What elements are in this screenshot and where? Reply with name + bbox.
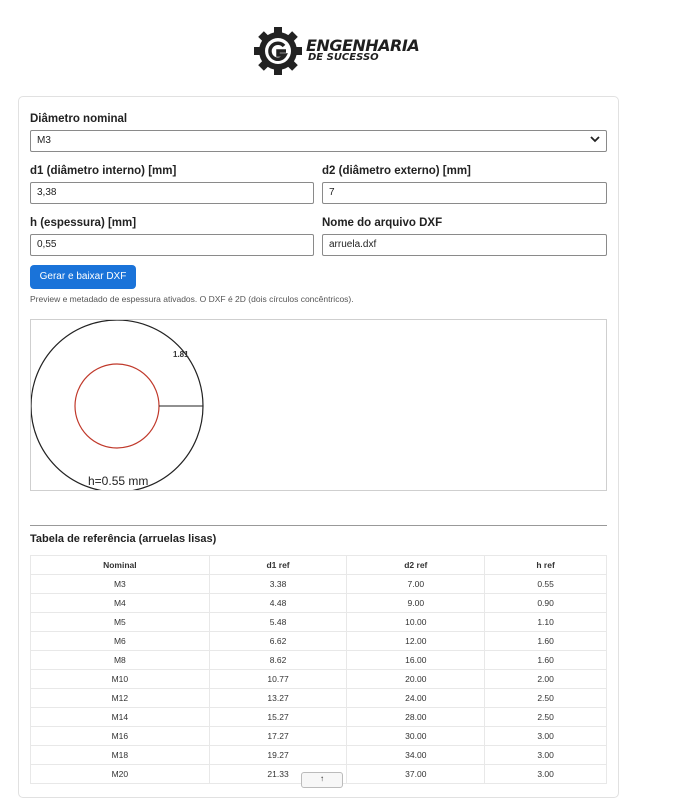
table-row: [31, 670, 607, 689]
cell-nominal: M4: [31, 594, 210, 613]
table-row: [31, 651, 607, 670]
header-d2: d2 ref: [347, 556, 485, 575]
table-row: [31, 632, 607, 651]
cell-h: 3.00: [485, 727, 607, 746]
cell-h: 1.10: [485, 613, 607, 632]
cell-nominal: M14: [31, 708, 210, 727]
table-row: [31, 613, 607, 632]
cell-d1: 17.27: [209, 727, 347, 746]
cell-nominal: M16: [31, 727, 210, 746]
cell-h: 2.50: [485, 689, 607, 708]
cell-nominal: M5: [31, 613, 210, 632]
cell-h: 0.90: [485, 594, 607, 613]
h-label: h (espessura) [mm]: [30, 217, 137, 229]
table-row: [31, 708, 607, 727]
cell-d2: 12.00: [347, 632, 485, 651]
table-row: [31, 727, 607, 746]
table-row: [31, 689, 607, 708]
header-d1: d1 ref: [209, 556, 347, 575]
filename-input[interactable]: arruela.dxf: [322, 234, 607, 256]
cell-d2: 10.00: [347, 613, 485, 632]
cell-nominal: M10: [31, 670, 210, 689]
filename-label: Nome do arquivo DXF: [322, 217, 443, 229]
cell-nominal: M6: [31, 632, 210, 651]
d2-label: d2 (diâmetro externo) [mm]: [322, 165, 471, 177]
washer-preview: [30, 319, 607, 491]
cell-d2: 34.00: [347, 746, 485, 765]
table-row: [31, 746, 607, 765]
cell-nominal: M20: [31, 765, 210, 784]
cell-d2: 28.00: [347, 708, 485, 727]
cell-d2: 7.00: [347, 575, 485, 594]
cell-d1: 4.48: [209, 594, 347, 613]
cell-d1: 13.27: [209, 689, 347, 708]
d1-input[interactable]: 3,38: [30, 182, 314, 204]
chevron-down-icon: [590, 131, 600, 151]
cell-d2: 30.00: [347, 727, 485, 746]
gear-icon: [252, 24, 304, 78]
cell-h: 1.60: [485, 651, 607, 670]
cell-d1: 6.62: [209, 632, 347, 651]
scroll-to-top-button[interactable]: ↑: [301, 772, 343, 788]
thickness-label: h=0.55 mm: [88, 474, 149, 488]
d2-input[interactable]: 7: [322, 182, 607, 204]
washer-drawing: [31, 320, 607, 491]
cell-d1: 15.27: [209, 708, 347, 727]
cell-nominal: M12: [31, 689, 210, 708]
brand-line1: ENGENHARIA: [306, 36, 420, 55]
cell-d2: 37.00: [347, 765, 485, 784]
cell-d1: 5.48: [209, 613, 347, 632]
preview-note: Preview e metadado de espessura ativados. O DXF é 2D (dois círculos concêntricos).: [30, 294, 354, 304]
cell-h: 2.50: [485, 708, 607, 727]
cell-h: 0.55: [485, 575, 607, 594]
section-divider: [30, 525, 607, 526]
reference-table-title: Tabela de referência (arruelas lisas): [30, 533, 217, 545]
cell-d1: 19.27: [209, 746, 347, 765]
brand-line2: DE SUCESSO: [308, 52, 379, 63]
cell-d1: 3.38: [209, 575, 347, 594]
generate-dxf-button[interactable]: Gerar e baixar DXF: [30, 265, 136, 289]
cell-d2: 20.00: [347, 670, 485, 689]
header-nominal: Nominal: [31, 556, 210, 575]
table-row: [31, 594, 607, 613]
cell-h: 2.00: [485, 670, 607, 689]
washer-form-card: [18, 96, 619, 798]
table-header-row: [31, 556, 607, 575]
inner-circle: [75, 364, 159, 448]
cell-d2: 24.00: [347, 689, 485, 708]
cell-nominal: M3: [31, 575, 210, 594]
nominal-label: Diâmetro nominal: [30, 113, 128, 125]
cell-d2: 9.00: [347, 594, 485, 613]
nominal-select-value: M3: [37, 135, 51, 146]
cell-nominal: M8: [31, 651, 210, 670]
brand-logo: [252, 24, 420, 78]
reference-table: [30, 555, 607, 784]
cell-nominal: M18: [31, 746, 210, 765]
header-h: h ref: [485, 556, 607, 575]
cell-d1: 10.77: [209, 670, 347, 689]
cell-h: 3.00: [485, 765, 607, 784]
cell-h: 3.00: [485, 746, 607, 765]
cell-d2: 16.00: [347, 651, 485, 670]
d1-label: d1 (diâmetro interno) [mm]: [30, 165, 177, 177]
cell-h: 1.60: [485, 632, 607, 651]
nominal-select[interactable]: [30, 130, 607, 152]
h-input[interactable]: 0,55: [30, 234, 314, 256]
cell-d1: 8.62: [209, 651, 347, 670]
cell-d1: 21.33: [209, 765, 347, 784]
table-row: [31, 575, 607, 594]
dimension-label: 1.81: [173, 350, 189, 359]
